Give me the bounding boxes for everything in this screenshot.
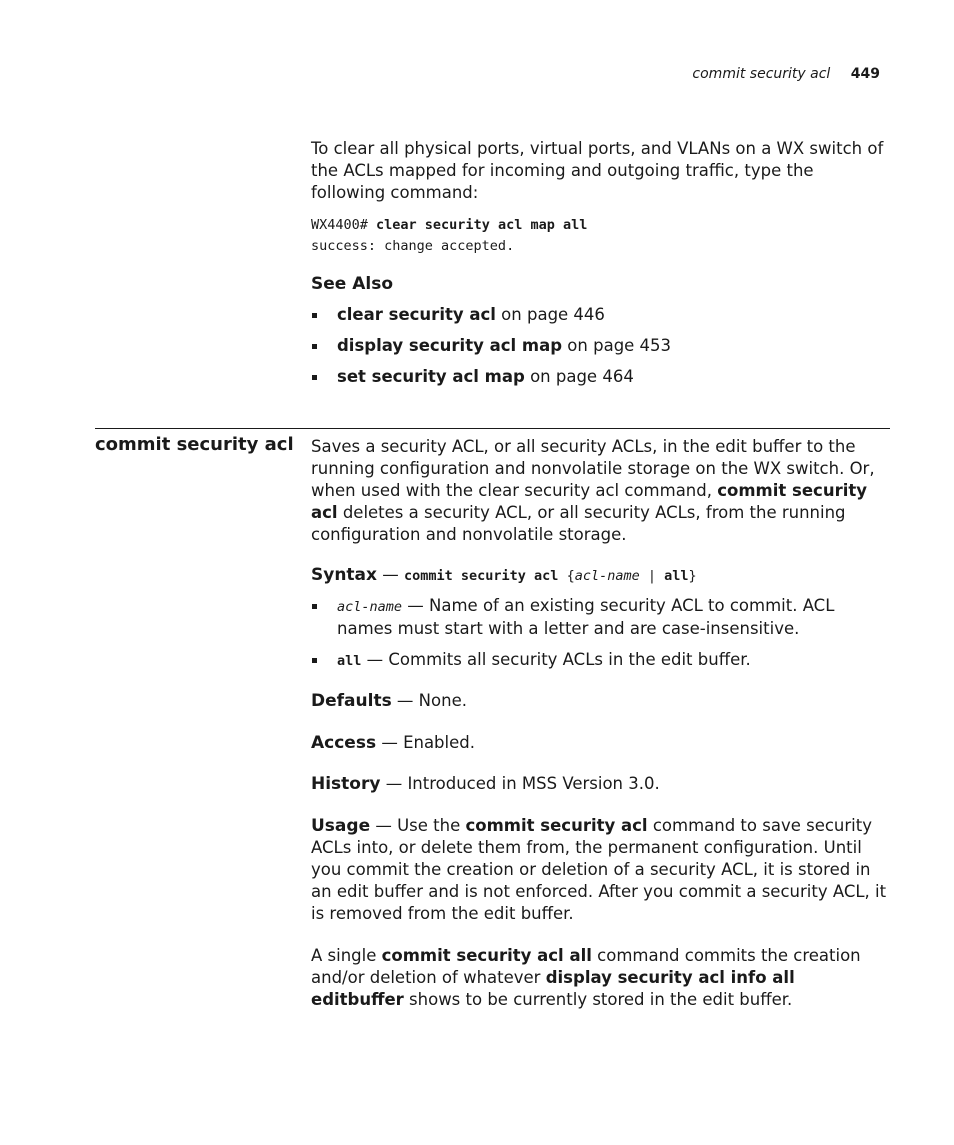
see-also-cmd: display security acl map (337, 336, 563, 355)
syntax-command: commit security acl (404, 568, 559, 584)
bullet-icon (312, 604, 317, 609)
section-description: Saves a security ACL, or all security ACLs, in the edit buffer to the running configuration and nonvolatile storage on the WX switch. Or, when used with the clear security acl command, commit security acl deletes a security ACL, or all security ACLs, from the running configuration and nonvolatile storage. (311, 437, 875, 544)
usage-paragraph: Usage — Use the commit security acl command to save security ACLs into, or delete them from, the permanent configuration. Until you commit the creation or deletion of a security ACL, it is stored in an edit buffer and is not enforced. After you commit a security ACL, it is removed from the edit buffer. (311, 816, 887, 923)
bullet-icon (312, 313, 317, 318)
intro-paragraph: To clear all physical ports, virtual ports, and VLANs on a WX switch of the ACLs mapped for incoming and outgoing traffic, type the following command: (311, 139, 884, 202)
see-also-ref: on page 446 (495, 305, 605, 324)
see-also-ref: on page 453 (562, 336, 672, 355)
see-also-item (311, 335, 891, 357)
code-prompt: WX4400# (311, 217, 377, 233)
section-body (311, 436, 891, 1011)
code-output: success: change accepted. (311, 238, 515, 254)
syntax-line: Syntax — commit security acl {acl-name | all} (311, 565, 697, 585)
bullet-icon (312, 344, 317, 349)
access-line: Access — Enabled. (311, 733, 475, 753)
see-also-block (311, 273, 891, 388)
param-desc: — Name of an existing security ACL to commit. ACL names must start with a letter and are case-insensitive. (337, 596, 835, 638)
see-also-cmd: clear security acl (337, 305, 496, 324)
defaults-line: Defaults — None. (311, 691, 467, 711)
param-name: acl-name (337, 599, 403, 615)
see-also-heading: See Also (311, 274, 394, 294)
code-example (311, 214, 891, 256)
section-title: commit security acl (95, 434, 294, 455)
usage-paragraph-2: A single commit security acl all command commits the creation and/or deletion of whatever display security acl info all editbuffer shows to be currently stored in the edit buffer. (311, 946, 861, 1009)
history-line: History — Introduced in MSS Version 3.0. (311, 774, 660, 794)
see-also-list (311, 304, 891, 388)
param-desc: — Commits all security ACLs in the edit buffer. (361, 650, 751, 669)
intro-block (311, 138, 891, 256)
param-name: all (337, 653, 362, 669)
see-also-item (311, 304, 891, 326)
bullet-icon (312, 658, 317, 663)
see-also-ref: on page 464 (524, 367, 634, 386)
param-item (311, 649, 891, 672)
bullet-icon (312, 375, 317, 380)
running-header (692, 66, 880, 82)
section-divider (95, 428, 890, 429)
param-item (311, 595, 891, 640)
see-also-cmd: set security acl map (337, 367, 525, 386)
syntax-param: acl-name (574, 568, 640, 584)
see-also-item (311, 366, 891, 388)
page-number: 449 (850, 66, 880, 82)
code-command: clear security acl map all (376, 217, 588, 233)
header-section-title: commit security acl (692, 66, 831, 82)
param-list (311, 595, 891, 672)
syntax-label: Syntax (311, 565, 377, 585)
syntax-all: all (664, 568, 689, 584)
